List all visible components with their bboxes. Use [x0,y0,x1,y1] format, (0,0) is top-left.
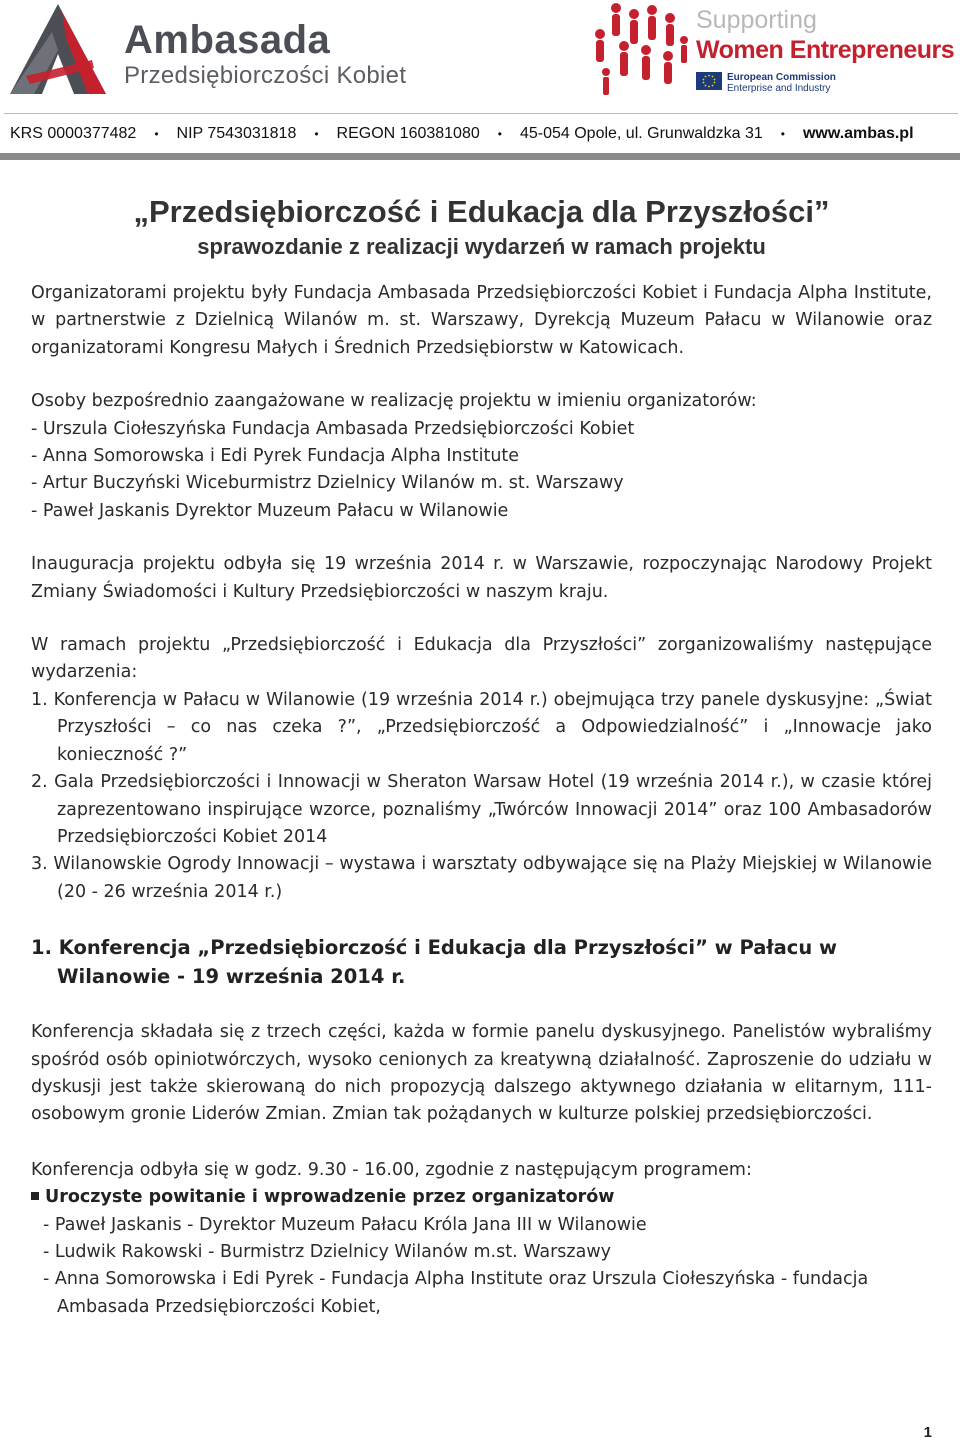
letterhead [0,0,960,112]
people-lead: Osoby bezpośrednio zaangażowane w realizację projektu w imieniu organizatorów: [31,391,757,412]
supporting-women-logo [586,0,960,104]
program-lead: Konferencja odbyła się w godz. 9.30 - 16.00, zgodnie z następującym programem: [31,1159,752,1180]
program-speakers [31,1212,932,1322]
registry-bar [4,113,958,154]
person-item: - Anna Somorowska i Edi Pyrek Fundacja Alpha Institute [31,446,520,467]
program-bullet-text: Uroczyste powitanie i wprowadzenie przez organizatorów [45,1187,615,1208]
eu-enterprise-text: Enterprise and Industry [727,83,831,94]
event-item: 2. Gala Przedsiębiorczości i Innowacji w Sheraton Warsaw Hotel (19 września 2014 r.), w czasie której zaprezentowano inspirujące wzorce, poznaliśmy „Twórców Innowacji 2014” oraz 100 Ambasadorów Przedsiębiorczości Kobiet 2014 [31,772,932,847]
website-link[interactable]: www.ambas.pl [802,125,914,142]
inauguration-paragraph: Inauguracja projektu odbyła się 19 września 2014 r. w Warszawie, rozpoczynając Narodowy Projekt Zmiany Świadomości i Kultury Przedsiębiorczości w naszym kraju. [31,554,932,602]
person-item: - Artur Buczyński Wiceburmistrz Dzielnicy Wilanów m. st. Warszawy [31,473,624,494]
intro-paragraph: Organizatorami projektu były Fundacja Ambasada Przedsiębiorczości Kobiet i Fundacja Alpha Institute, w partnerstwie z Dzielnicą Wilanów m. st. Warszawy, Dyrekcją Muzeum Pałacu w Wilanowie oraz organizatorami Kongresu Małych i Średnich Przedsiębiorstw w Katowicach. [31,283,932,358]
eu-flag-icon [696,72,722,90]
program-bullet [31,1184,932,1211]
speaker-item: - Anna Somorowska i Edi Pyrek - Fundacja Alpha Institute oraz Urszula Ciołeszyńska - fundacja Ambasada Przedsiębiorczości Kobiet, [43,1269,869,1317]
krs-number: KRS 0000377482 [10,125,137,142]
person-item: - Urszula Ciołeszyńska Fundacja Ambasada Przedsiębiorczości Kobiet [31,418,635,439]
eu-commission-text: European Commission [727,72,836,83]
event-item: 1. Konferencja w Pałacu w Wilanowie (19 września 2014 r.) obejmująca trzy panele dyskusyjne: „Świat Przyszłości – co nas czeka ?”, „Przedsiębiorczość a Odpowiedzialność” i „Innowacje jako konieczność ?” [31,689,932,765]
speaker-item: - Ludwik Rakowski - Burmistrz Dzielnicy Wilanów m.st. Warszawy [43,1241,611,1262]
document-subtitle: sprawozdanie z realizacji wydarzeń w ramach projektu [197,234,766,259]
ambasada-logo [6,2,426,102]
regon-number: REGON 160381080 [336,125,480,142]
separator-dot: • [497,127,502,141]
document-body [31,192,932,1321]
ambasada-a-icon [6,2,110,96]
separator-dot: • [780,127,785,141]
square-bullet-icon [31,1192,39,1200]
people-list [31,416,932,526]
separator-dot: • [154,127,159,141]
event-item: 3. Wilanowskie Ogrody Innowacji – wystawa i warsztaty odbywające się na Plaży Miejskiej w Wilanowie (20 - 26 września 2014 r.) [31,854,932,902]
document-title: „Przedsiębiorczość i Edukacja dla Przyszłości” [133,194,830,229]
section-heading: 1. Konferencja „Przedsiębiorczość i Edukacja dla Przyszłości” w Pałacu w Wilanowie - 19 września 2014 r. [31,936,838,989]
person-item: - Paweł Jaskanis Dyrektor Muzeum Pałacu w Wilanowie [31,500,509,521]
nip-number: NIP 7543031818 [176,125,297,142]
supporting-text: Supporting [696,6,817,34]
page-number: 1 [923,1424,932,1441]
events-list [31,687,932,906]
people-figures-icon [586,0,692,100]
logo-title: Ambasada [124,18,331,62]
women-entrepreneurs-text: Women Entrepreneurs [696,36,955,64]
speaker-item: - Paweł Jaskanis - Dyrektor Muzeum Pałacu Króla Jana III w Wilanowie [43,1214,647,1235]
address: 45-054 Opole, ul. Grunwaldzka 31 [519,125,763,142]
logo-subtitle: Przedsiębiorczości Kobiet [124,62,407,89]
separator-dot: • [314,127,319,141]
conference-description: Konferencja składała się z trzech części, każda w formie panelu dyskusyjnego. Panelistów wybraliśmy spośród osób opiniotwórczych, wysoko cenionych za kreatywną działalność. Zaproszenie do udziału w dyskusji jest także skierowaną do nich propozycją dalszego aktywnego działania w elitarnym, 111-osobowym gronie Liderów Zmian. Zmian tak pożądanych w kulturze polskiej przedsiębiorczości. [31,1022,932,1125]
events-lead: W ramach projektu „Przedsiębiorczość i Edukacja dla Przyszłości” zorganizowaliśmy następujące wydarzenia: [31,635,932,683]
header-divider [0,153,960,160]
